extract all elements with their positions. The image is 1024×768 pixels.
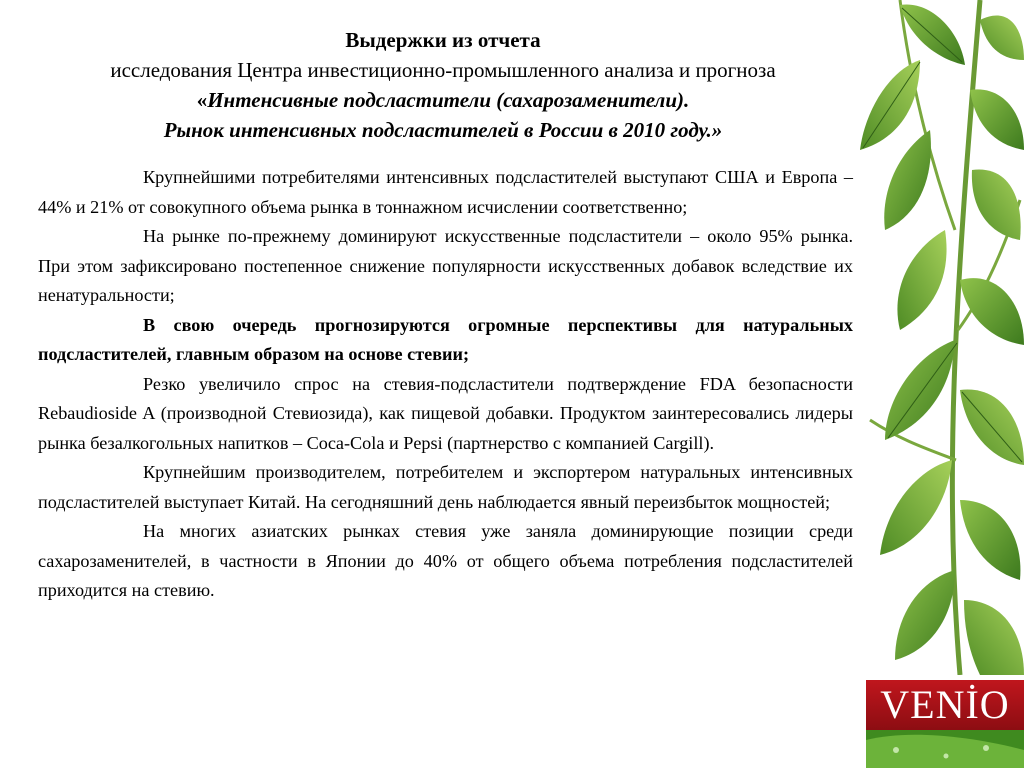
leaf-icon	[866, 730, 1024, 768]
close-quote: »	[711, 118, 723, 142]
paragraph-fda: Резко увеличило спрос на стевия-подсластители подтверждение FDA безопасности Rebaudioside A (производной Стевиозида), как пищевой добавки. Продуктом заинтересовались лидеры рынка безалкогольных напитков – Coca-Cola и Pepsi (партнерство с компанией Cargill).	[38, 373, 853, 453]
open-quote: «	[196, 88, 208, 112]
report-body	[38, 163, 853, 606]
header-source: исследования Центра инвестиционно-промышленного анализа и прогноза	[110, 58, 776, 82]
header-title: Выдержки из отчета	[345, 28, 541, 52]
logo-text: VENİO	[880, 682, 1010, 727]
report-header	[0, 25, 886, 145]
paragraph-artificial: На рынке по-прежнему доминируют искусственные подсластители – около 95% рынка. При этом зафиксировано постепенное снижение популярности искусственных добавок вследствие их ненатуральности;	[38, 226, 853, 305]
paragraph-asia: На многих азиатских рынках стевия уже заняла доминирующие позиции среди сахарозаменителей, в частности в Японии до 40% от общего объема потребления подсластителей приходится на стевию.	[38, 521, 853, 600]
report-title-part1: Интенсивные подсластители (сахарозаменители).	[207, 88, 690, 112]
report-title-part2: Рынок интенсивных подсластителей в России в 2010 году.	[163, 118, 712, 142]
stevia-plant-image	[860, 0, 1024, 675]
paragraph-natural-outlook: В свою очередь прогнозируются огромные перспективы для натуральных подсластителей, главным образом на основе стевии;	[38, 314, 853, 364]
venio-logo	[866, 678, 1024, 768]
header-report-title	[0, 85, 886, 115]
header-report-subtitle	[0, 115, 886, 145]
paragraph-china: Крупнейшим производителем, потребителем и экспортером натуральных интенсивных подсластителей выступает Китай. На сегодняшний день наблюдается явный переизбыток мощностей;	[38, 462, 853, 512]
paragraph-consumers: Крупнейшими потребителями интенсивных подсластителей выступают США и Европа – 44% и 21% от совокупного объема рынка в тоннажном исчислении соответственно;	[38, 167, 853, 217]
